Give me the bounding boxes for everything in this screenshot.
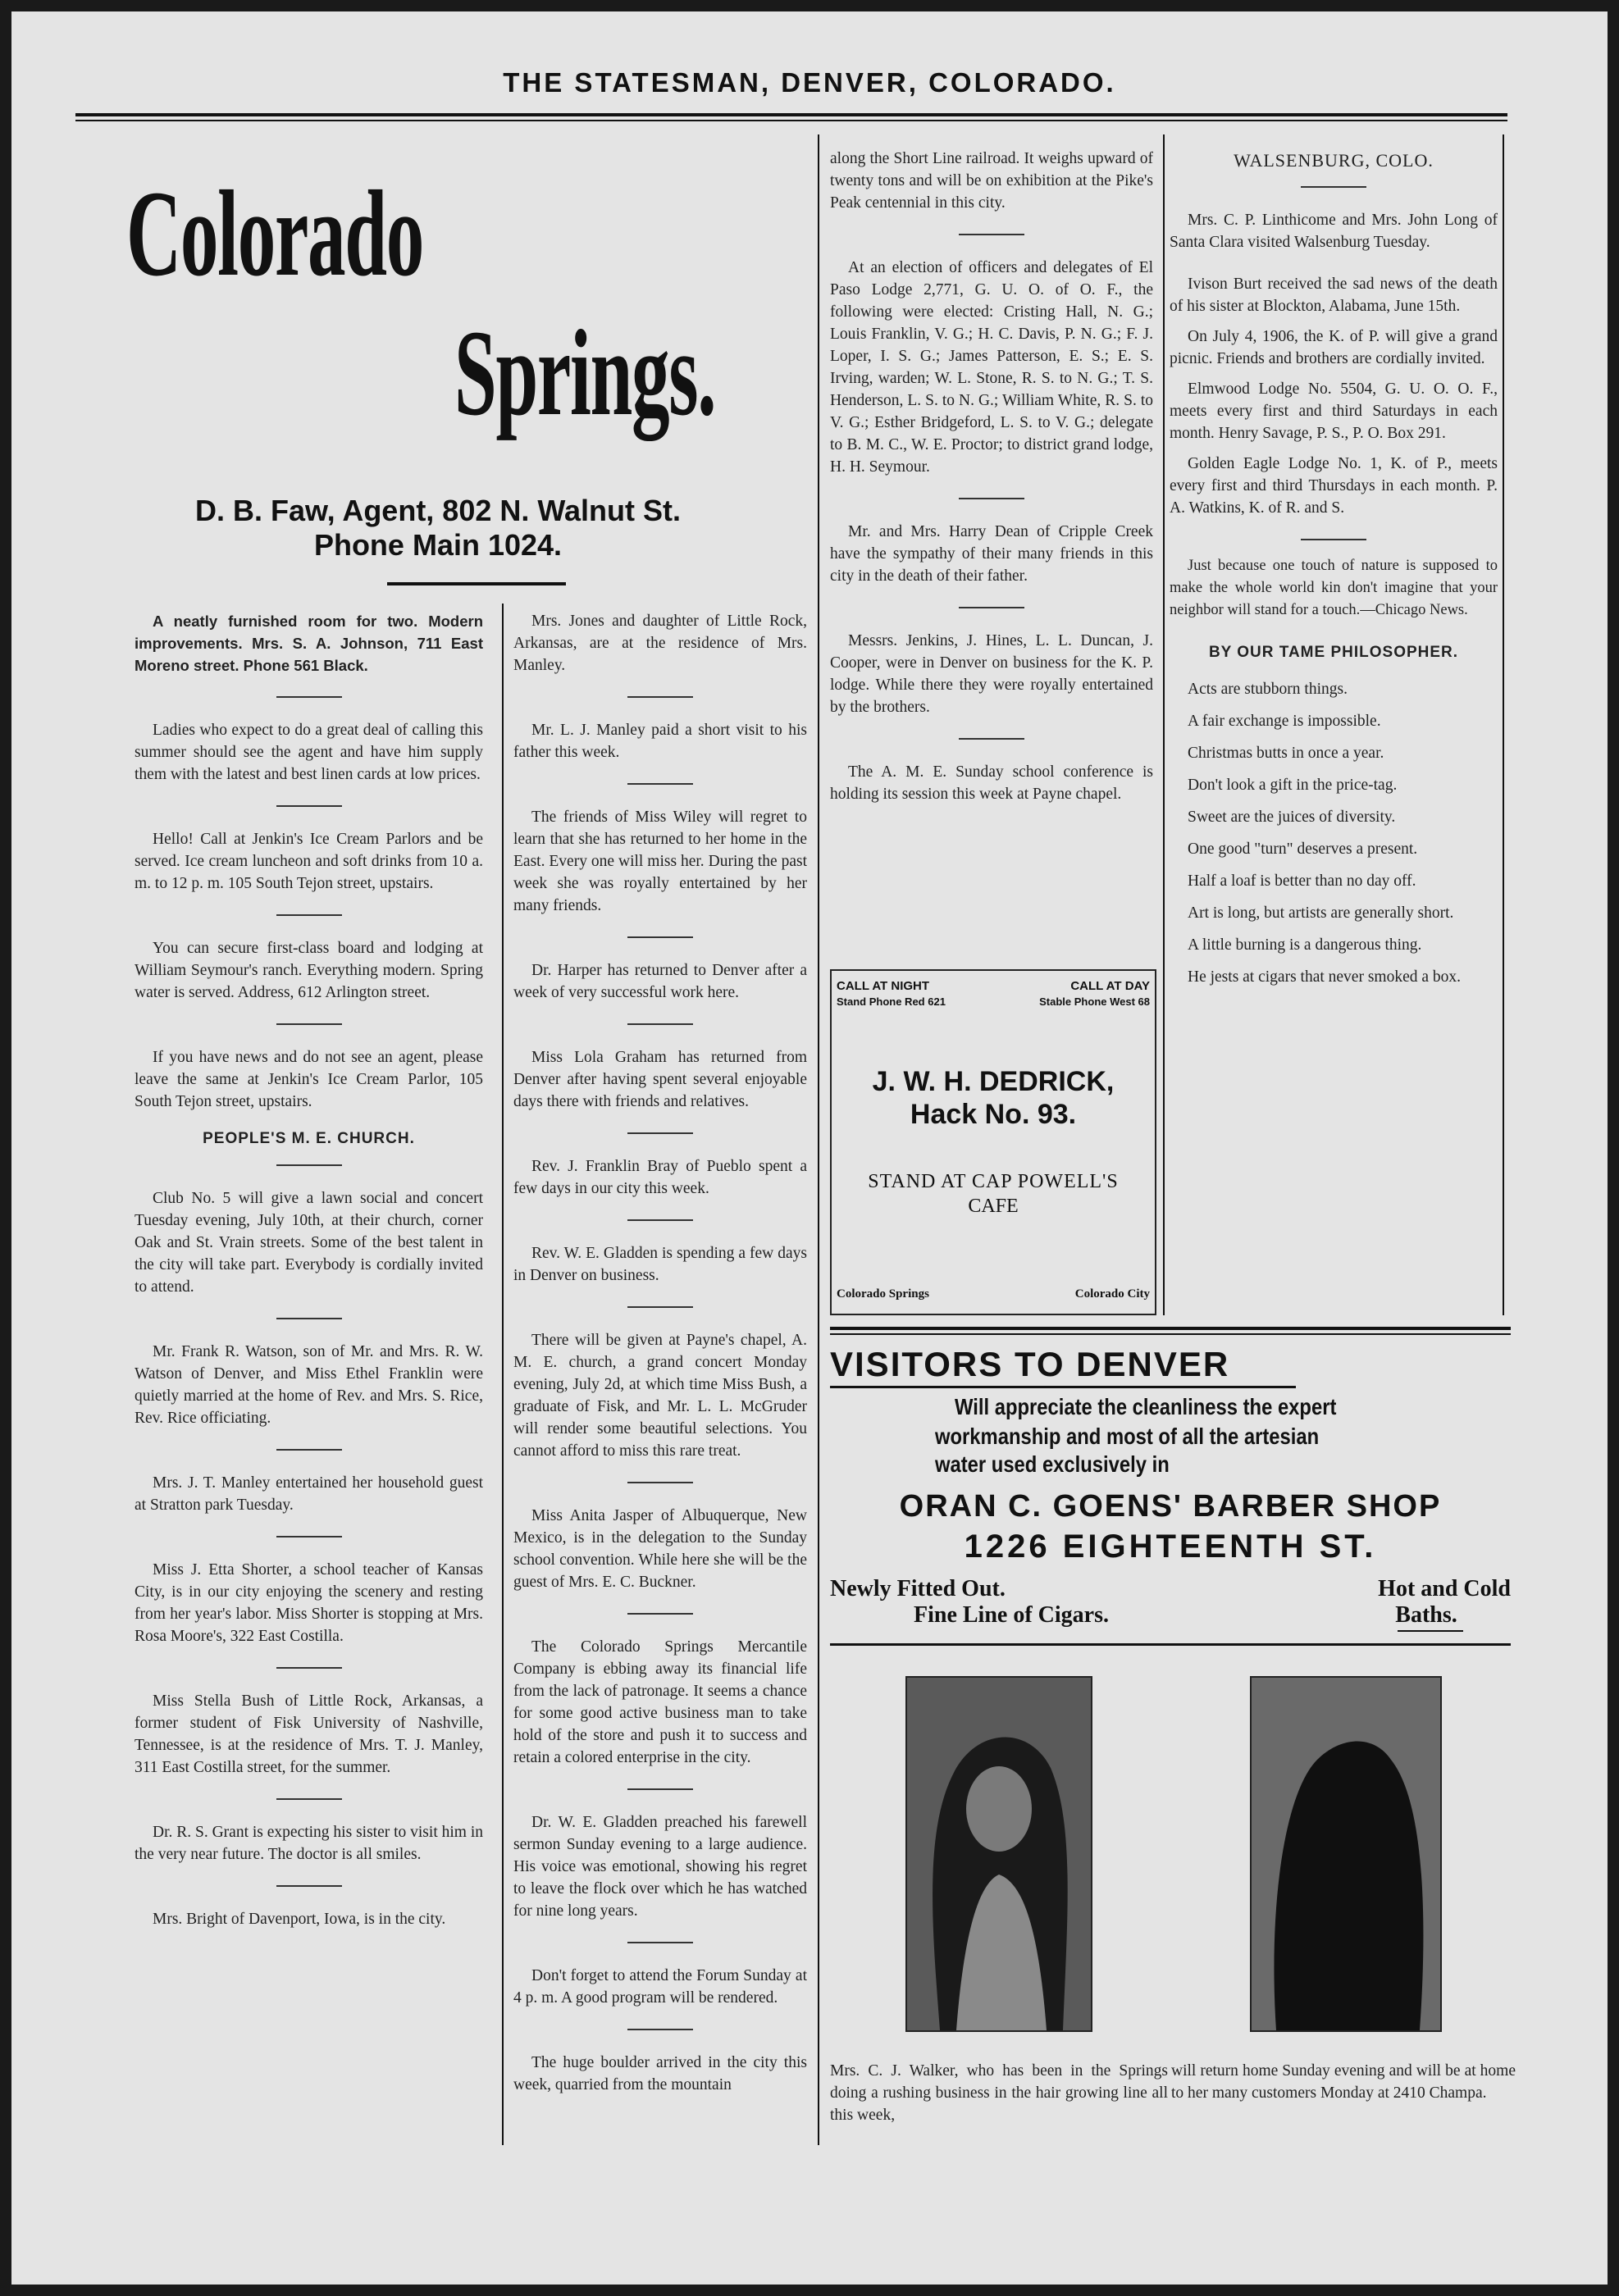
news-item: Mr. L. J. Manley paid a short visit to his father this week. — [513, 722, 807, 761]
barber-subline: workmanship and most of all the artesian — [935, 1424, 1320, 1449]
news-item: Miss Lola Graham has returned from Denver after having spent several enjoyable days there with friends and relatives. — [513, 1049, 807, 1110]
column-divider — [502, 604, 504, 2145]
portrait-after-image — [1252, 1678, 1440, 2030]
walsenburg-heading: WALSENBURG, COLO. — [1234, 150, 1434, 171]
masthead-rule-top — [75, 113, 1507, 116]
column-1 — [135, 610, 483, 1950]
ad-call-day: CALL AT DAY — [1070, 979, 1150, 993]
masthead: THE STATESMAN, DENVER, COLORADO. — [503, 67, 1116, 98]
walker-caption-left: Mrs. C. J. Walker, who has been in the Springs doing a rushing business in the hair growing line all this week, — [830, 2062, 1168, 2124]
item-divider — [627, 1942, 693, 1943]
item-divider — [959, 498, 1024, 499]
section-title-colorado: Colorado — [126, 166, 424, 302]
baths-underline — [1398, 1630, 1463, 1632]
news-item: On July 4, 1906, the K. of P. will give a grand picnic. Friends and brothers are cordially invited. — [1170, 328, 1498, 367]
news-item: Golden Eagle Lodge No. 1, K. of P., meets every first and third Thursdays in each month. P. A. Watkins, K. of R. and S. — [1170, 455, 1498, 517]
barber-headline: VISITORS TO DENVER — [830, 1345, 1230, 1383]
news-item: Mrs. Bright of Davenport, Iowa, is in the city. — [153, 1911, 446, 1928]
saying: Art is long, but artists are generally short. — [1188, 904, 1454, 922]
church-heading: PEOPLE'S M. E. CHURCH. — [203, 1130, 415, 1147]
news-item: The Colorado Springs Mercantile Company is ebbing away its financial life from the lack of patronage. It seems a chance for some good active business man to take hold of the store and push it to success and retain a colored enterprise in the city. — [513, 1638, 807, 1766]
saying: Half a loaf is better than no day off. — [1188, 872, 1416, 890]
item-divider — [276, 1318, 342, 1319]
news-item: Mrs. C. P. Linthicome and Mrs. John Long of Santa Clara visited Walsenburg Tuesday. — [1170, 212, 1498, 251]
news-item: Just because one touch of nature is supposed to make the whole world kin don't imagine that your neighbor will stand for a touch.—Chicago News. — [1170, 558, 1498, 618]
headline-underline — [830, 1386, 1296, 1388]
news-item: Mrs. J. T. Manley entertained her household guest at Stratton park Tuesday. — [135, 1474, 483, 1514]
item-divider — [627, 1788, 693, 1790]
news-item: Rev. W. E. Gladden is spending a few days in Denver on business. — [513, 1245, 807, 1284]
news-item: Dr. R. S. Grant is expecting his sister to visit him in the very near future. The doctor is all smiles. — [135, 1824, 483, 1863]
item-divider — [627, 2029, 693, 2030]
ad-rule-bottom — [830, 1643, 1511, 1646]
item-divider — [627, 1132, 693, 1134]
barber-subline: Will appreciate the cleanliness the expert — [955, 1394, 1337, 1419]
news-item: Hello! Call at Jenkin's Ice Cream Parlors and be served. Ice cream luncheon and soft drinks from 10 a. m. to 12 p. m. 105 South Tejon street, upstairs. — [135, 831, 483, 892]
item-divider — [627, 696, 693, 698]
saying: One good "turn" deserves a present. — [1188, 840, 1418, 858]
ad-phone-day: Stable Phone West 68 — [1039, 995, 1150, 1008]
news-item: Ivison Burt received the sad news of the death of his sister at Blockton, Alabama, June 15th. — [1170, 276, 1498, 315]
barber-shop-name: ORAN C. GOENS' BARBER SHOP — [899, 1489, 1442, 1524]
ad-dedrick-hack — [830, 969, 1156, 1315]
agent-phone: Phone Main 1024. — [313, 528, 563, 562]
item-divider — [959, 607, 1024, 608]
saying: He jests at cigars that never smoked a box. — [1188, 968, 1462, 986]
ad-city-left: Colorado Springs — [837, 1287, 929, 1301]
barber-amenity-right: Baths. — [1395, 1602, 1457, 1628]
portrait-before-image — [907, 1678, 1091, 2030]
saying: Sweet are the juices of diversity. — [1188, 809, 1396, 826]
item-divider — [627, 783, 693, 785]
ad-rule-top — [830, 1327, 1511, 1330]
news-item: Mrs. Jones and daughter of Little Rock, Arkansas, are at the residence of Mrs. Manley. — [513, 613, 807, 674]
item-divider — [627, 1219, 693, 1221]
column-divider — [818, 134, 819, 2145]
masthead-rule-bottom — [75, 120, 1507, 121]
item-divider — [276, 1536, 342, 1538]
news-item: Don't forget to attend the Forum Sunday at 4 p. m. A good program will be rendered. — [513, 1967, 807, 2007]
item-divider — [959, 738, 1024, 740]
newspaper-page — [11, 11, 1608, 2285]
header-divider — [387, 582, 566, 585]
item-divider — [276, 1885, 342, 1887]
section-title-springs: Springs. — [454, 305, 716, 441]
news-item: along the Short Line railroad. It weighs upward of twenty tons and will be on exhibition at the Pike's Peak centennial in this city. — [830, 150, 1153, 212]
item-divider — [276, 1798, 342, 1800]
news-item: Club No. 5 will give a lawn social and concert Tuesday evening, July 10th, at their church, corner Oak and St. Vrain streets. Some of the best talent in the city will take part. Everybody is cordially invited to attend. — [135, 1190, 483, 1296]
item-divider — [1301, 186, 1366, 188]
walker-caption-right: will return home Sunday evening and will be at home to her many customers Monday at 2410 Champa. — [1171, 2062, 1516, 2102]
news-item: The huge boulder arrived in the city this week, quarried from the mountain — [513, 2054, 807, 2093]
news-item: Rev. J. Franklin Bray of Pueblo spent a few days in our city this week. — [513, 1158, 807, 1197]
column-divider — [1163, 134, 1165, 1315]
item-divider — [276, 1023, 342, 1025]
news-item: The friends of Miss Wiley will regret to learn that she has returned to her home in the East. Every one will miss her. During the past week she was royally entertained by her many friends. — [513, 809, 807, 914]
column-2 — [513, 610, 807, 2116]
news-item: You can secure first-class board and lodging at William Seymour's ranch. Everything modern. Spring water is served. Address, 612 Arlington street. — [135, 940, 483, 1001]
saying: A fair exchange is impossible. — [1188, 713, 1381, 730]
ad-furnished-room: A neatly furnished room for two. Modern improvements. Mrs. S. A. Johnson, 711 East Moreno street. Phone 561 Black. — [135, 613, 483, 674]
news-item: There will be given at Payne's chapel, A. M. E. church, a grand concert Monday evening, July 2d, at which time Miss Bush, a graduate of Fisk, and Mr. L. L. McGruder will render some beautiful selections. You cannot afford to miss this rare treat. — [513, 1332, 807, 1460]
item-divider — [627, 936, 693, 938]
barber-amenity-right: Hot and Cold — [1378, 1576, 1511, 1601]
news-item: Mr. and Mrs. Harry Dean of Cripple Creek have the sympathy of their many friends in this city in the death of their father. — [830, 523, 1153, 585]
saying: A little burning is a dangerous thing. — [1188, 936, 1422, 954]
news-item: Ladies who expect to do a great deal of calling this summer should see the agent and have him supply them with the latest and best linen cards at low prices. — [135, 722, 483, 783]
item-divider — [276, 805, 342, 807]
news-item: Messrs. Jenkins, J. Hines, L. L. Duncan, J. Cooper, were in Denver on business for the K. P. lodge. While there they were royally entertained by the brothers. — [830, 632, 1153, 716]
news-item: Miss Anita Jasper of Albuquerque, New Mexico, is in the delegation to the Sunday school convention. While here she will be the guest of Mrs. E. C. Buckner. — [513, 1507, 807, 1591]
ad-stand-cafe: CAFE — [968, 1196, 1019, 1217]
news-item: The A. M. E. Sunday school conference is holding its session this week at Payne chapel. — [830, 763, 1153, 803]
saying: Christmas butts in once a year. — [1188, 745, 1384, 762]
item-divider — [959, 234, 1024, 235]
column-divider — [1503, 134, 1504, 1315]
barber-subline: water used exclusively in — [935, 1451, 1170, 1477]
philosopher-heading: BY OUR TAME PHILOSOPHER. — [1208, 644, 1459, 661]
news-item: Miss Stella Bush of Little Rock, Arkansas, a former student of Fisk University of Nashville, Tennessee, is at the residence of Mrs. T. J. Manley, 311 East Costilla street, for the summer. — [135, 1692, 483, 1776]
barber-address: 1226 EIGHTEENTH ST. — [964, 1528, 1377, 1565]
agent-address: D. B. Faw, Agent, 802 N. Walnut St. — [194, 494, 682, 527]
ad-city-right: Colorado City — [1074, 1287, 1150, 1301]
news-item: At an election of officers and delegates of El Paso Lodge 2,771, G. U. O. of O. F., the following were elected: Cristing Hall, N. G.; Louis Franklin, V. G.; H. C. Davis, P. N. G.; F. J. Loper, I. S. G.; James Patterson, E. S.; E. S. Irving, warden; W. L. Stone, R. S. to N. G.; T. S. Henderson, L. S. to N. G.; William White, R. S. to V. G.; Esther Bridgeford, L. S. to V. G.; delegate to B. M. C., W. E. Proctor; to district grand lodge, H. H. Seymour. — [830, 259, 1153, 476]
ad-phone-night: Stand Phone Red 621 — [837, 995, 946, 1008]
news-item: If you have news and do not see an agent, please leave the same at Jenkin's Ice Cream Parlor, 105 South Tejon street, upstairs. — [135, 1049, 483, 1110]
item-divider — [276, 1164, 342, 1166]
ad-rule-top-thin — [830, 1333, 1511, 1335]
item-divider — [627, 1482, 693, 1483]
item-divider — [627, 1023, 693, 1025]
portrait-photo-before — [905, 1676, 1092, 2032]
saying: Don't look a gift in the price-tag. — [1188, 777, 1398, 794]
ad-hack-number: Hack No. 93. — [910, 1099, 1077, 1130]
item-divider — [627, 1306, 693, 1308]
item-divider — [627, 1613, 693, 1615]
barber-amenity-left: Fine Line of Cigars. — [914, 1602, 1109, 1628]
item-divider — [1301, 539, 1366, 540]
ad-dedrick-name: J. W. H. DEDRICK, — [872, 1066, 1115, 1097]
barber-amenity-left: Newly Fitted Out. — [830, 1576, 1006, 1601]
news-item: Dr. W. E. Gladden preached his farewell sermon Sunday evening to a large audience. His voice was emotional, showing his regret to leave the flock over which he has watched for nine long years. — [513, 1814, 807, 1920]
ad-call-night: CALL AT NIGHT — [837, 979, 930, 993]
ad-stand-location: STAND AT CAP POWELL'S — [868, 1171, 1119, 1192]
saying: Acts are stubborn things. — [1188, 681, 1348, 698]
column-3 — [830, 148, 1153, 825]
item-divider — [276, 914, 342, 916]
item-divider — [276, 1449, 342, 1451]
news-item: Mr. Frank R. Watson, son of Mr. and Mrs. R. W. Watson of Denver, and Miss Ethel Franklin were quietly married at the home of Rev. and Mrs. S. Rice, Rev. Rice officiating. — [135, 1343, 483, 1427]
news-item: Dr. Harper has returned to Denver after a week of very successful work here. — [513, 962, 807, 1001]
news-item: Miss J. Etta Shorter, a school teacher of Kansas City, is in our city enjoying the scenery and resting from her year's labor. Miss Shorter is stopping at Mrs. Rosa Moore's, 322 East Costilla. — [135, 1561, 483, 1645]
column-4 — [1170, 148, 1498, 988]
item-divider — [276, 696, 342, 698]
item-divider — [276, 1667, 342, 1669]
news-item: Elmwood Lodge No. 5504, G. U. O. O. F., meets every first and third Saturdays in each month. Henry Savage, P. S., P. O. Box 291. — [1170, 380, 1498, 442]
portrait-photo-after — [1250, 1676, 1442, 2032]
